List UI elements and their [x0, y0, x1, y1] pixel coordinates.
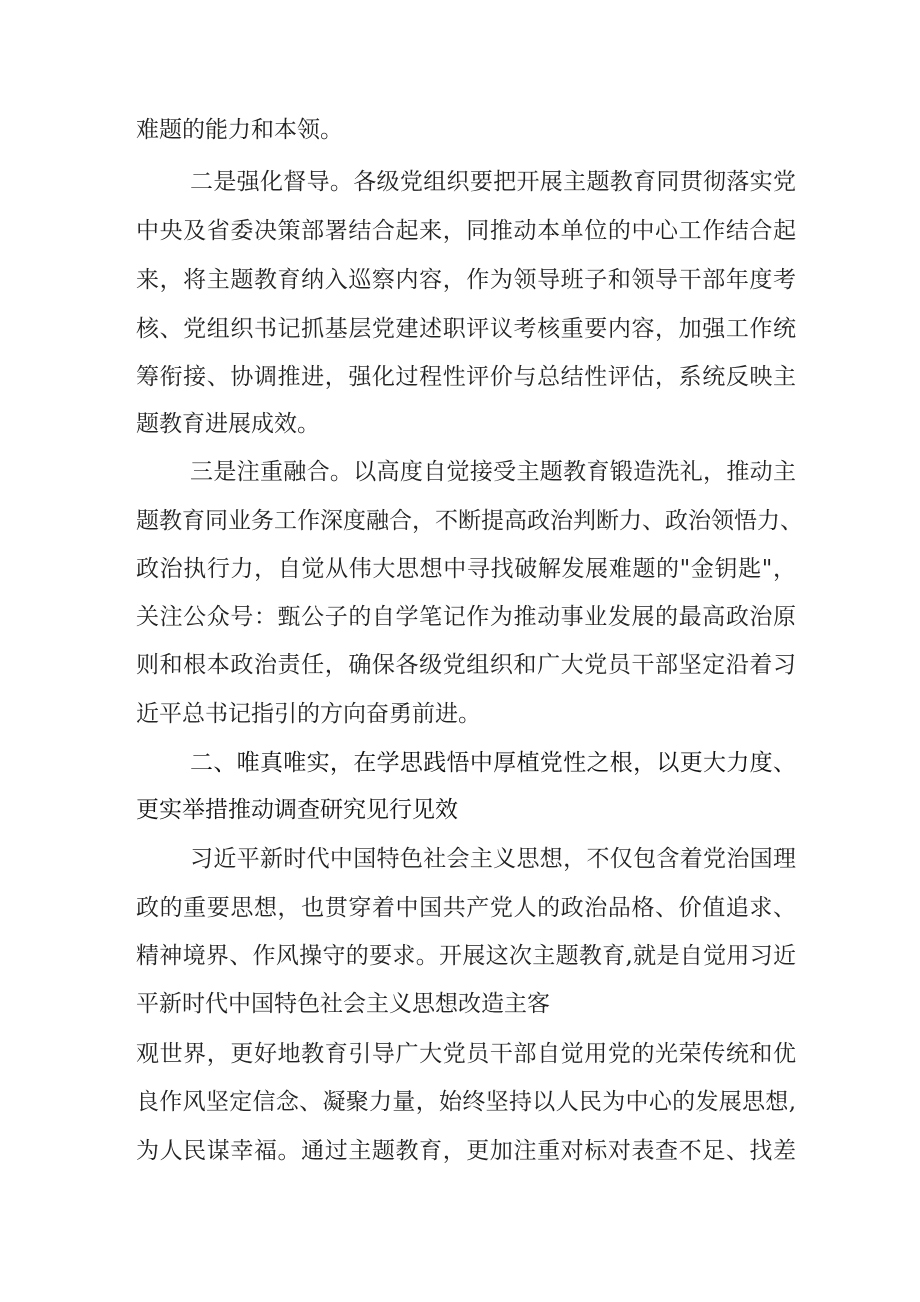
- text-line-4: 来，将主题教育纳入巡察内容，作为领导班子和领导干部年度考: [136, 267, 796, 293]
- text-line-7: 题教育进展成效。: [136, 411, 320, 437]
- text-line-15: 政的重要思想，也贯穿着中国共产党人的政治品格、价值追求、: [136, 895, 796, 921]
- text-line-8: 三是注重融合。以高度自觉接受主题教育锻造洗礼，推动主: [190, 459, 796, 485]
- text-line-13: 近平总书记指引的方向奋勇前进。: [136, 701, 481, 727]
- text-line-20: 为人民谋幸福。通过主题教育，更加注重对标对表查不足、找差: [136, 1138, 796, 1164]
- text-line-17: 平新时代中国特色社会主义思想改造主客: [136, 991, 550, 1017]
- text-line-19: 良作风坚定信念、凝聚力量，始终坚持以人民为中心的发展思想,: [136, 1089, 796, 1115]
- text-line-10: 政治执行力，自觉从伟大思想中寻找破解发展难题的"金钥匙"，: [136, 556, 796, 582]
- text-line-1: 难题的能力和本领。: [136, 117, 343, 143]
- text-line-6: 筹衔接、协调推进，强化过程性评价与总结性评估，系统反映主: [136, 364, 796, 390]
- section-heading-line-2: 更实举措推动调查研究见行见效: [136, 797, 458, 823]
- text-line-12: 则和根本政治责任，确保各级党组织和广大党员干部坚定沿着习: [136, 652, 796, 678]
- text-line-18: 观世界，更好地教育引导广大党员干部自觉用党的光荣传统和优: [136, 1041, 796, 1067]
- text-line-16: 精神境界、作风操守的要求。开展这次主题教育,就是自觉用习近: [136, 943, 796, 969]
- text-line-14: 习近平新时代中国特色社会主义思想，不仅包含着党治国理: [190, 846, 796, 872]
- text-line-5: 核、党组织书记抓基层党建述职评议考核重要内容，加强工作统: [136, 316, 796, 342]
- text-line-11: 关注公众号：甄公子的自学笔记作为推动事业发展的最高政治原: [136, 604, 796, 630]
- text-line-3: 中央及省委决策部署结合起来，同推动本单位的中心工作结合起: [136, 218, 796, 244]
- section-heading-line-1: 二、唯真唯实，在学思践悟中厚植党性之根，以更大力度、: [190, 750, 796, 776]
- text-line-9: 题教育同业务工作深度融合，不断提高政治判断力、政治领悟力、: [136, 508, 803, 534]
- text-line-2: 二是强化督导。各级党组织要把开展主题教育同贯彻落实党: [190, 169, 796, 195]
